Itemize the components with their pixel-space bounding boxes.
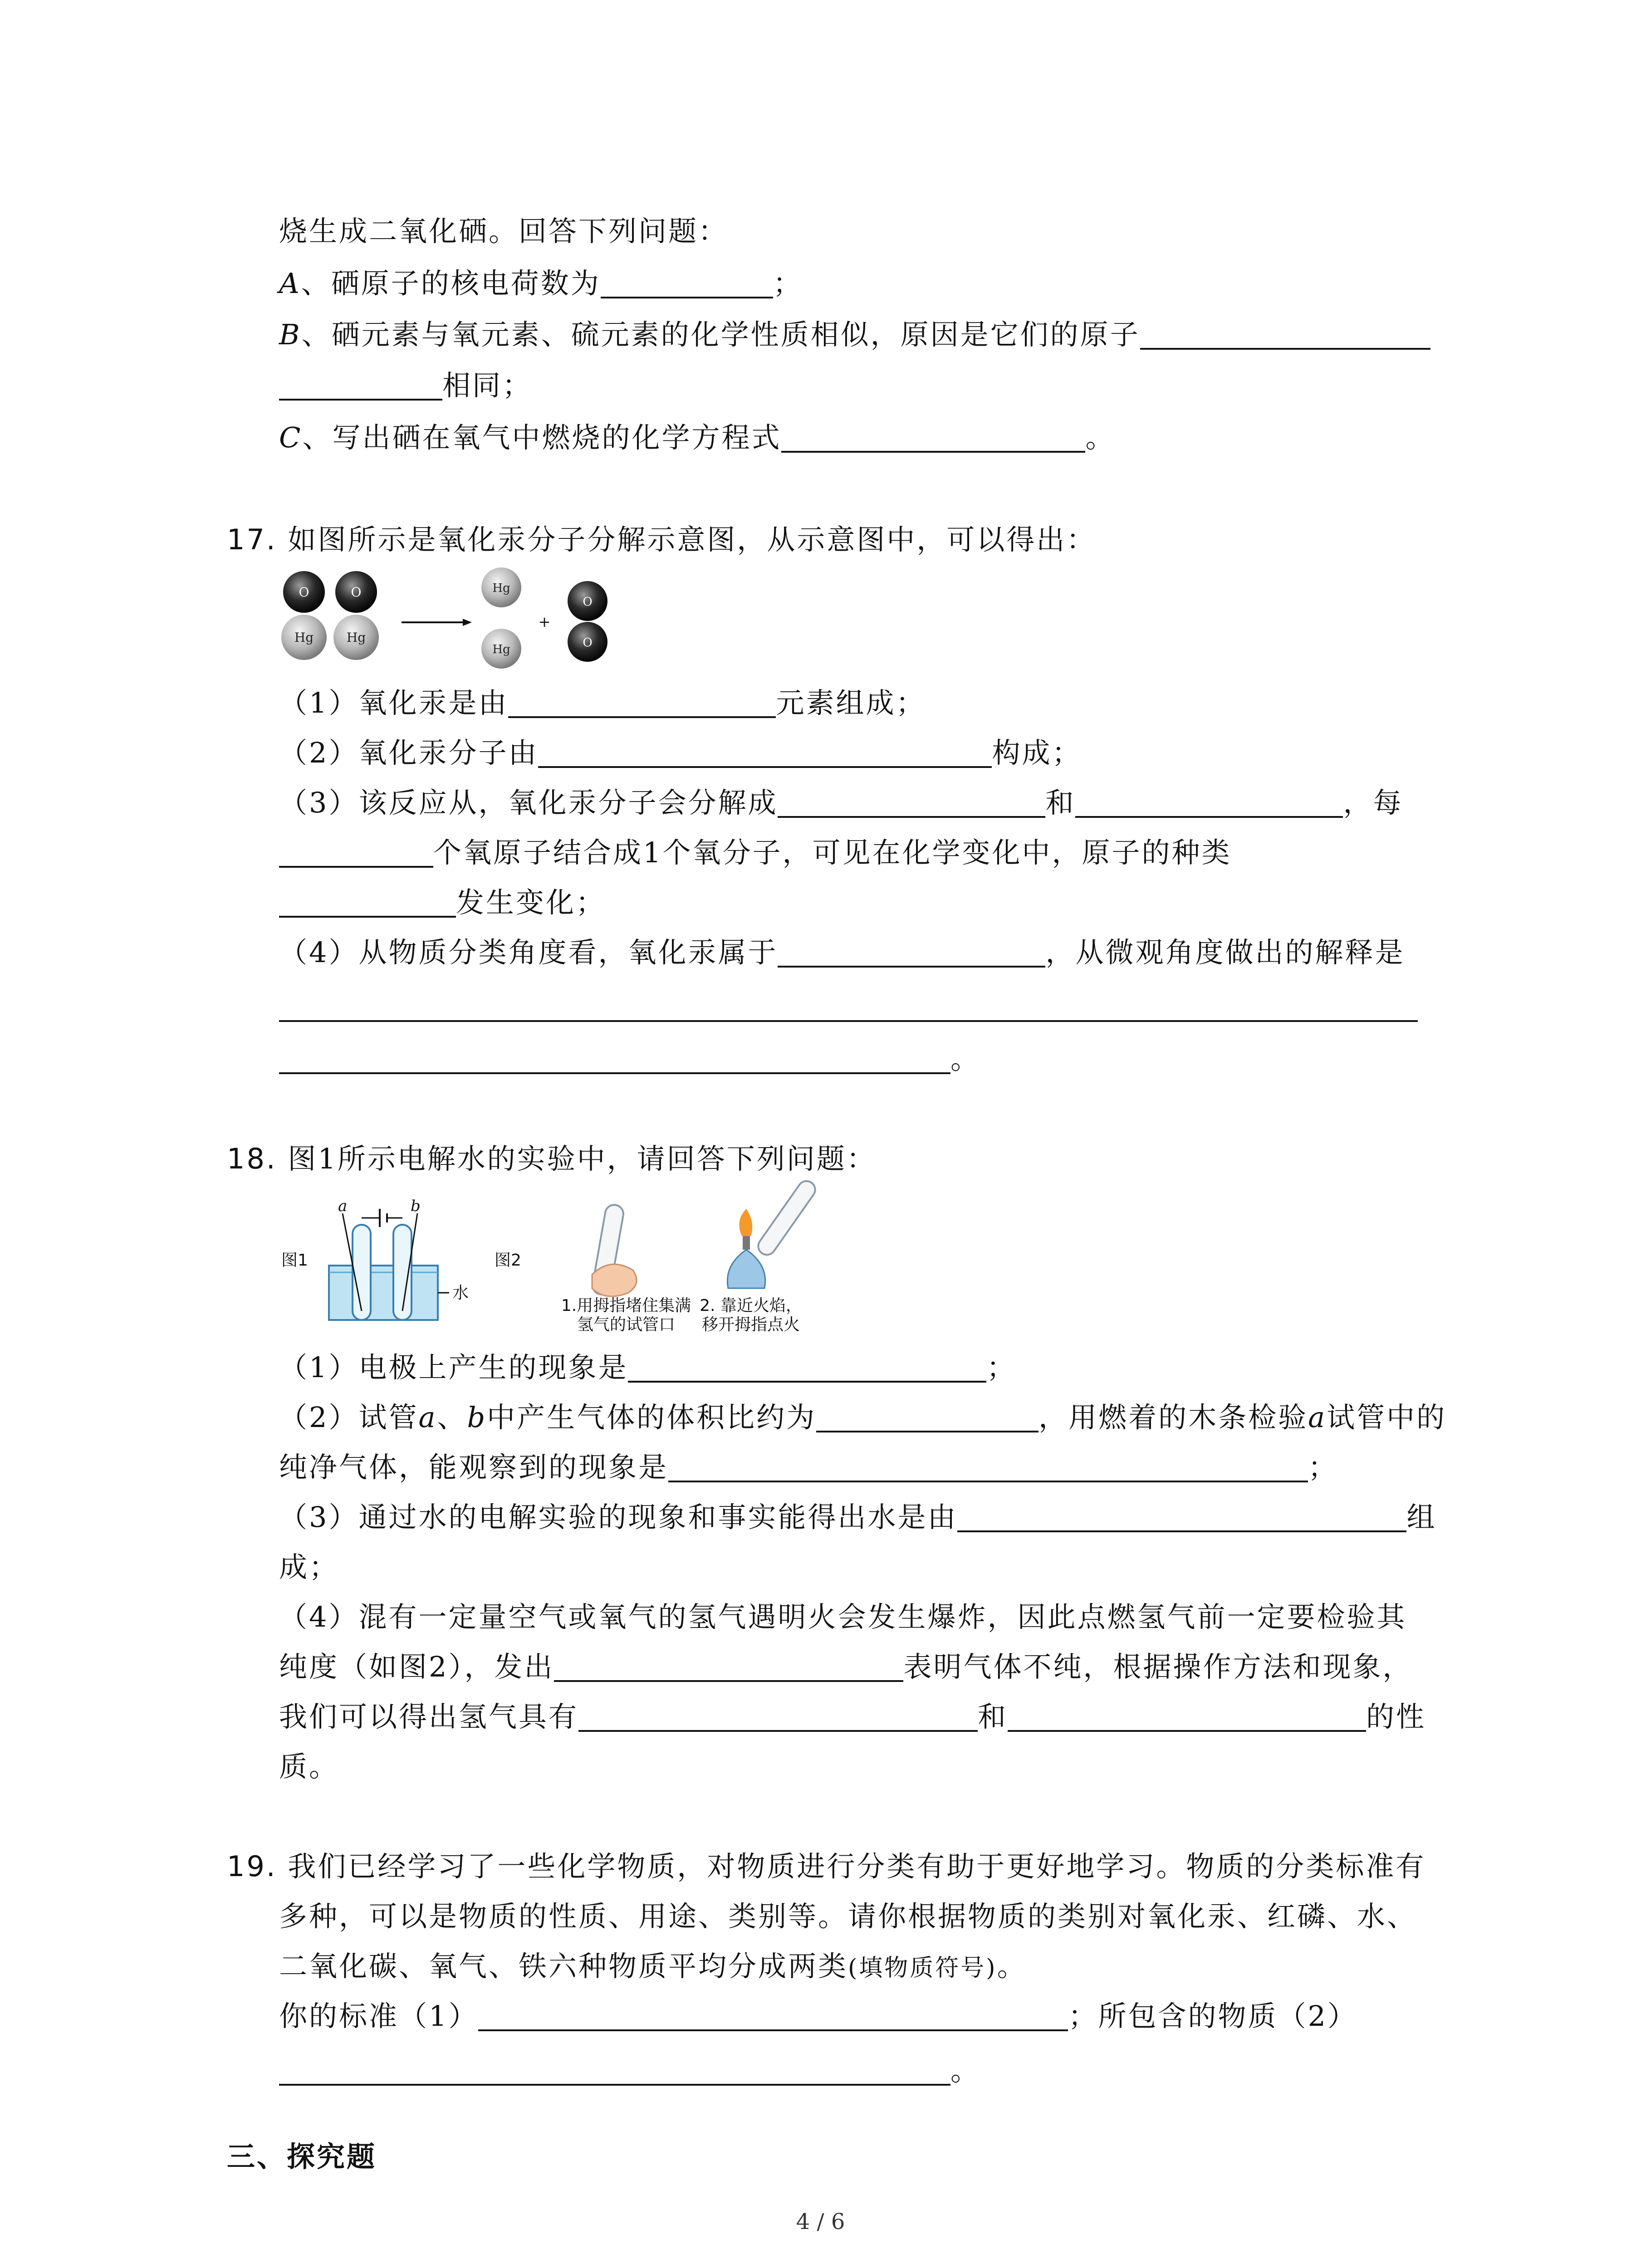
svg-text:Hg: Hg [492,643,510,656]
electrolysis-figure [274,1175,882,1338]
q19-line-5: 。 [279,2053,980,2089]
electrode-a-label: a [338,1197,348,1215]
q16-intro-end: 烧生成二氧化硒。回答下列问题： [279,215,729,248]
step1-line2: 氢气的试管口 [577,1315,676,1334]
q18-part-4-line-4: 质。 [279,1750,339,1783]
answer-blank-q18-2b[interactable] [668,1452,1308,1482]
answer-blank-q17-3a[interactable] [778,787,1045,818]
q16-part-b: B、硒元素与氧元素、硫元素的化学性质相似，原因是它们的原子 [279,317,1430,353]
q16-part-c: C、写出硒在氧气中燃烧的化学方程式 。 [279,421,1116,454]
step2-line2: 移开拇指点火 [701,1315,800,1334]
answer-blank-q16-b-cont[interactable] [279,370,442,401]
hgo-molecule-1 [281,571,327,660]
answer-blank-q18-2a[interactable] [816,1402,1038,1432]
q18-part-3-line-2: 成； [279,1550,339,1584]
answer-blank-q16-a[interactable] [601,268,773,298]
answer-blank-q18-4b[interactable] [578,1701,978,1732]
page-number: 4 / 6 [796,2209,845,2234]
hgo-molecule-2 [333,571,379,660]
q17-part-1: （1）氧化汞是由 元素组成； [279,686,926,719]
svg-text:Hg: Hg [492,582,510,595]
answer-blank-q17-3d[interactable] [279,887,456,918]
answer-blank-q16-b[interactable] [1140,319,1430,350]
q18-part-2-line-2: 纯净气体，能观察到的现象是 ； [279,1451,1338,1484]
svg-text:Hg: Hg [294,630,314,645]
svg-text:O: O [583,636,593,650]
thumb-on-tube-illustration [591,1203,637,1296]
plus-sign: + [538,613,551,631]
svg-text:O: O [583,595,593,609]
question-number: 18. [227,1142,277,1175]
water-label: 水 [452,1284,469,1302]
electrode-b-label: b [411,1197,421,1215]
alcohol-lamp-illustration [727,1178,818,1288]
q18-part-1: （1）电极上产生的现象是 ； [279,1351,1017,1384]
q19-line-3: 二氧化碳、氧气、铁六种物质平均分成两类(填物质符号)。 [279,1950,1027,1983]
q17-part-4: （4）从物质分类角度看，氧化汞属于 ，从微观角度做出的解释是 [279,936,1405,969]
q17-part-3: （3）该反应从，氧化汞分子会分解成 和 ，每 [279,786,1403,819]
section-heading: 三、探究题 [227,2140,377,2173]
mercury-oxide-decomposition-diagram [279,567,633,676]
q17-stem: 17. 如图所示是氧化汞分子分解示意图，从示意图中，可以得出： [227,523,1097,556]
svg-text:O: O [351,585,362,600]
q17-part-3-line-3: 发生变化； [279,885,606,921]
q17-part-4-line-2 [279,989,1418,1025]
answer-blank-q17-3b[interactable] [1075,787,1343,818]
answer-blank-q18-3[interactable] [957,1501,1406,1532]
q19-line-1: 19. 我们已经学习了一些化学物质，对物质进行分类有助于更好地学习。物质的分类标准有 [227,1850,1426,1883]
electrolysis-apparatus [329,1209,449,1320]
q18-part-4: （4）混有一定量空气或氧气的氢气遇明火会发生爆炸，因此点燃氢气前一定要检验其 [279,1600,1407,1633]
answer-blank-q17-1[interactable] [508,687,776,718]
q19-line-4: 你的标准（1） ；所包含的物质（2） [279,1999,1357,2033]
answer-blank-q18-1[interactable] [628,1352,986,1383]
q18-part-3: （3）通过水的电解实验的现象和事实能得出水是由 组 [279,1501,1437,1534]
q18-part-2: （2）试管a、b中产生气体的体积比约为 ，用燃着的木条检验a试管中的 [279,1401,1447,1434]
q18-part-4-line-2: 纯度（如图2），发出 表明气体不纯，根据操作方法和现象， [279,1650,1413,1683]
answer-blank-q17-3c[interactable] [279,837,433,868]
q17-part-4-line-3: 。 [279,1041,980,1077]
q19-line-2: 多种，可以是物质的性质、用途、类别等。请你根据物质的类别对氧化汞、红磷、水、 [279,1900,1417,1933]
question-number: 19. [227,1850,277,1883]
answer-blank-q19-1[interactable] [478,2000,1068,2031]
svg-text:O: O [299,585,309,600]
answer-blank-q18-4a[interactable] [554,1651,903,1682]
step2-line1: 2. 靠近火焰， [700,1296,802,1315]
reaction-arrow [402,619,472,626]
q17-part-3-line-2: 个氧原子结合成1个氧分子，可见在化学变化中，原子的种类 [279,835,1231,871]
answer-blank-q17-4c[interactable] [279,1043,950,1074]
q16-part-a: A、硒原子的核电荷数为 ； [279,267,803,300]
question-number: 17. [227,523,277,556]
answer-blank-q16-c[interactable] [781,422,1085,453]
fig1-label: 图1 [281,1251,308,1270]
answer-blank-q18-4c[interactable] [1008,1701,1366,1732]
o2-molecule [568,581,607,662]
hg-atoms [481,567,521,669]
answer-blank-q17-4b[interactable] [279,991,1418,1022]
answer-blank-q19-2[interactable] [279,2055,950,2086]
answer-blank-q17-4a[interactable] [778,937,1045,968]
q18-stem: 18. 图1所示电解水的实验中，请回答下列问题： [227,1142,877,1175]
q18-part-4-line-3: 我们可以得出氢气具有 和 的性 [279,1700,1426,1733]
fig2-label: 图2 [495,1251,521,1270]
q17-part-2: （2）氧化汞分子由 构成； [279,736,1082,769]
answer-blank-q17-2[interactable] [538,737,992,768]
svg-text:Hg: Hg [346,630,366,645]
step1-line1: 1.用拇指堵住集满 [561,1296,691,1315]
q16-part-b-cont: 相同； [279,367,532,404]
